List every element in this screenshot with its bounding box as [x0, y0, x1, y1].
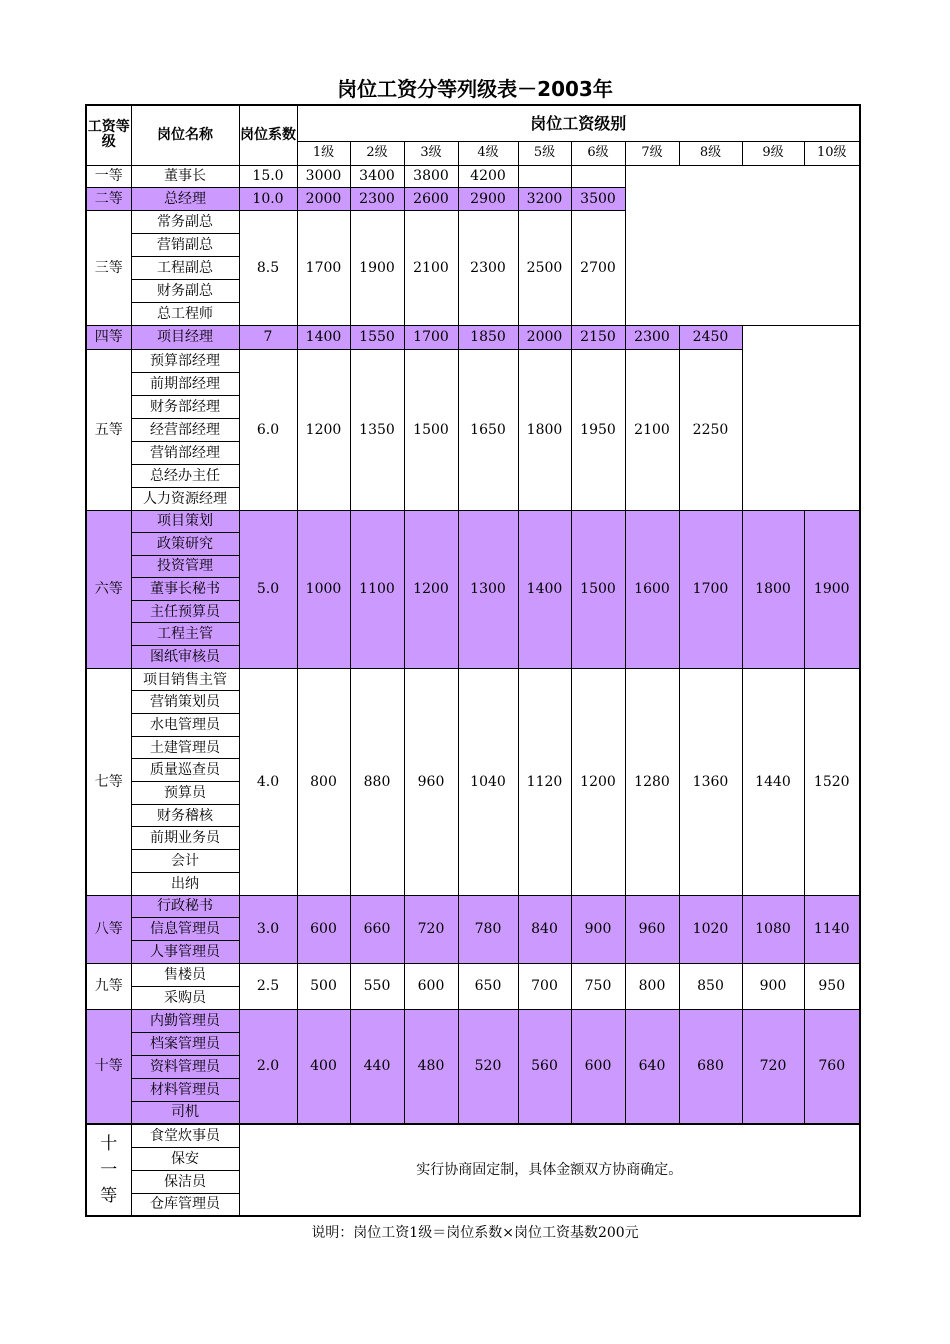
grade-label: 三等 — [86, 210, 131, 325]
position-name: 信息管理员 — [131, 918, 239, 941]
salary-value: 3200 — [518, 187, 571, 210]
position-name: 食堂炊事员 — [131, 1124, 239, 1147]
empty-cell — [571, 165, 625, 187]
salary-value: 1400 — [518, 510, 571, 668]
header-level: 2级 — [350, 141, 404, 165]
salary-value: 1200 — [571, 668, 625, 895]
position-name: 营销部经理 — [131, 441, 239, 464]
salary-value: 900 — [571, 895, 625, 963]
salary-table-body — [86, 105, 860, 1216]
salary-value: 1800 — [518, 349, 571, 510]
salary-value: 960 — [404, 668, 458, 895]
table-row — [86, 105, 860, 141]
salary-value: 1520 — [804, 668, 860, 895]
position-name: 内勤管理员 — [131, 1009, 239, 1032]
salary-value: 650 — [458, 963, 518, 1009]
salary-value: 2900 — [458, 187, 518, 210]
salary-value: 1440 — [742, 668, 804, 895]
header-level: 1级 — [297, 141, 350, 165]
position-name: 工程副总 — [131, 256, 239, 279]
salary-value: 440 — [350, 1009, 404, 1124]
position-name: 投资管理 — [131, 555, 239, 578]
salary-value: 1700 — [679, 510, 742, 668]
page-title: 岗位工资分等列级表－2003年 — [337, 77, 613, 101]
salary-value: 1280 — [625, 668, 679, 895]
position-name: 财务部经理 — [131, 395, 239, 418]
position-name: 档案管理员 — [131, 1032, 239, 1055]
salary-value: 3800 — [404, 165, 458, 187]
salary-value: 1200 — [297, 349, 350, 510]
salary-value: 1350 — [350, 349, 404, 510]
salary-value: 1500 — [571, 510, 625, 668]
salary-value: 750 — [571, 963, 625, 1009]
salary-value: 1400 — [297, 325, 350, 349]
position-name: 营销策划员 — [131, 691, 239, 714]
salary-value: 560 — [518, 1009, 571, 1124]
position-name: 主任预算员 — [131, 600, 239, 623]
salary-value: 660 — [350, 895, 404, 963]
negotiated-note: 实行协商固定制，具体金额双方协商确定。 — [239, 1124, 860, 1216]
salary-value: 480 — [404, 1009, 458, 1124]
salary-value: 1650 — [458, 349, 518, 510]
position-name: 保洁员 — [131, 1170, 239, 1193]
salary-value: 1900 — [350, 210, 404, 325]
position-name: 工程主管 — [131, 623, 239, 646]
salary-value: 800 — [625, 963, 679, 1009]
salary-value: 1900 — [804, 510, 860, 668]
position-name: 人力资源经理 — [131, 487, 239, 510]
salary-value: 400 — [297, 1009, 350, 1124]
coefficient: 4.0 — [239, 668, 297, 895]
salary-value: 3000 — [297, 165, 350, 187]
position-name: 总工程师 — [131, 302, 239, 325]
salary-value: 1000 — [297, 510, 350, 668]
salary-value: 2300 — [458, 210, 518, 325]
header-level: 3级 — [404, 141, 458, 165]
header-level: 6级 — [571, 141, 625, 165]
table-row — [86, 325, 860, 349]
salary-value: 2600 — [404, 187, 458, 210]
salary-value: 900 — [742, 963, 804, 1009]
salary-value: 1700 — [297, 210, 350, 325]
position-name: 经营部经理 — [131, 418, 239, 441]
salary-value: 600 — [297, 895, 350, 963]
position-name: 财务稽核 — [131, 804, 239, 827]
table-row — [86, 963, 860, 986]
salary-value: 3500 — [571, 187, 625, 210]
grade-label: 九等 — [86, 963, 131, 1009]
position-name: 总经理 — [131, 187, 239, 210]
salary-value: 2100 — [625, 349, 679, 510]
salary-value: 1500 — [404, 349, 458, 510]
position-name: 行政秘书 — [131, 895, 239, 918]
salary-value: 950 — [804, 963, 860, 1009]
position-name: 水电管理员 — [131, 714, 239, 737]
position-name: 保安 — [131, 1147, 239, 1170]
salary-value: 2300 — [625, 325, 679, 349]
salary-value: 2250 — [679, 349, 742, 510]
position-name: 项目销售主管 — [131, 668, 239, 691]
header-level: 5级 — [518, 141, 571, 165]
salary-value: 2700 — [571, 210, 625, 325]
coefficient: 15.0 — [239, 165, 297, 187]
grade-label-text: 十一等 — [100, 1134, 118, 1207]
salary-value: 720 — [404, 895, 458, 963]
header-level: 10级 — [804, 141, 860, 165]
salary-value: 520 — [458, 1009, 518, 1124]
coefficient: 8.5 — [239, 210, 297, 325]
salary-value: 780 — [458, 895, 518, 963]
empty-cell — [518, 165, 571, 187]
grade-label: 五等 — [86, 349, 131, 510]
salary-value: 640 — [625, 1009, 679, 1124]
salary-value: 600 — [571, 1009, 625, 1124]
position-name: 预算员 — [131, 782, 239, 805]
coefficient: 3.0 — [239, 895, 297, 963]
header-level: 9级 — [742, 141, 804, 165]
position-name: 项目策划 — [131, 510, 239, 533]
coefficient: 10.0 — [239, 187, 297, 210]
position-name: 材料管理员 — [131, 1078, 239, 1101]
header-coefficient: 岗位系数 — [239, 105, 297, 165]
salary-value: 1600 — [625, 510, 679, 668]
position-name: 董事长秘书 — [131, 578, 239, 601]
salary-value: 1550 — [350, 325, 404, 349]
grade-label: 八等 — [86, 895, 131, 963]
position-name: 图纸审核员 — [131, 646, 239, 669]
position-name: 采购员 — [131, 986, 239, 1009]
position-name: 资料管理员 — [131, 1055, 239, 1078]
position-name: 董事长 — [131, 165, 239, 187]
salary-value: 1140 — [804, 895, 860, 963]
salary-value: 1020 — [679, 895, 742, 963]
salary-value: 760 — [804, 1009, 860, 1124]
coefficient: 5.0 — [239, 510, 297, 668]
salary-value: 1100 — [350, 510, 404, 668]
position-name: 前期部经理 — [131, 372, 239, 395]
table-row — [86, 668, 860, 691]
table-row — [86, 510, 860, 533]
salary-value: 550 — [350, 963, 404, 1009]
salary-value: 1950 — [571, 349, 625, 510]
header-level: 7级 — [625, 141, 679, 165]
position-name: 质量巡查员 — [131, 759, 239, 782]
position-name: 政策研究 — [131, 533, 239, 556]
salary-value: 2150 — [571, 325, 625, 349]
salary-value: 850 — [679, 963, 742, 1009]
salary-value: 600 — [404, 963, 458, 1009]
salary-value: 4200 — [458, 165, 518, 187]
position-name: 财务副总 — [131, 279, 239, 302]
position-name: 前期业务员 — [131, 827, 239, 850]
salary-value: 1200 — [404, 510, 458, 668]
header-position: 岗位名称 — [131, 105, 239, 165]
position-name: 营销副总 — [131, 233, 239, 256]
salary-value: 3400 — [350, 165, 404, 187]
coefficient: 2.0 — [239, 1009, 297, 1124]
table-row — [86, 895, 860, 918]
salary-value: 680 — [679, 1009, 742, 1124]
position-name: 会计 — [131, 850, 239, 873]
grade-label — [86, 1124, 131, 1216]
position-name: 常务副总 — [131, 210, 239, 233]
grade-label: 七等 — [86, 668, 131, 895]
coefficient: 6.0 — [239, 349, 297, 510]
salary-value: 840 — [518, 895, 571, 963]
header-level: 4级 — [458, 141, 518, 165]
salary-value: 880 — [350, 668, 404, 895]
blank-cell — [742, 325, 860, 510]
salary-value: 720 — [742, 1009, 804, 1124]
salary-value: 2500 — [518, 210, 571, 325]
coefficient: 7 — [239, 325, 297, 349]
grade-label: 六等 — [86, 510, 131, 668]
salary-value: 1080 — [742, 895, 804, 963]
salary-value: 1040 — [458, 668, 518, 895]
salary-value: 1300 — [458, 510, 518, 668]
salary-value: 500 — [297, 963, 350, 1009]
salary-value: 700 — [518, 963, 571, 1009]
position-name: 总经办主任 — [131, 464, 239, 487]
grade-label: 十等 — [86, 1009, 131, 1124]
salary-value: 2450 — [679, 325, 742, 349]
table-row — [86, 1009, 860, 1032]
footnote: 说明：岗位工资1级＝岗位系数×岗位工资基数200元 — [311, 1225, 639, 1241]
position-name: 仓库管理员 — [131, 1193, 239, 1216]
blank-cell — [625, 165, 860, 325]
position-name: 司机 — [131, 1101, 239, 1124]
grade-label: 一等 — [86, 165, 131, 187]
grade-label: 二等 — [86, 187, 131, 210]
table-row — [86, 1124, 860, 1147]
header-level: 8级 — [679, 141, 742, 165]
salary-value: 2000 — [297, 187, 350, 210]
grade-label: 四等 — [86, 325, 131, 349]
salary-value: 1800 — [742, 510, 804, 668]
position-name: 土建管理员 — [131, 736, 239, 759]
salary-value: 2300 — [350, 187, 404, 210]
header-salary-levels: 岗位工资级别 — [297, 105, 860, 141]
salary-value: 1850 — [458, 325, 518, 349]
salary-value: 1120 — [518, 668, 571, 895]
salary-value: 2100 — [404, 210, 458, 325]
position-name: 出纳 — [131, 872, 239, 895]
position-name: 项目经理 — [131, 325, 239, 349]
position-name: 售楼员 — [131, 963, 239, 986]
salary-value: 960 — [625, 895, 679, 963]
position-name: 预算部经理 — [131, 349, 239, 372]
salary-value: 1360 — [679, 668, 742, 895]
salary-value: 1700 — [404, 325, 458, 349]
header-grade: 工资等级 — [86, 105, 131, 165]
table-row — [86, 165, 860, 187]
position-name: 人事管理员 — [131, 940, 239, 963]
salary-value: 2000 — [518, 325, 571, 349]
salary-value: 800 — [297, 668, 350, 895]
salary-table — [85, 104, 861, 1217]
coefficient: 2.5 — [239, 963, 297, 1009]
